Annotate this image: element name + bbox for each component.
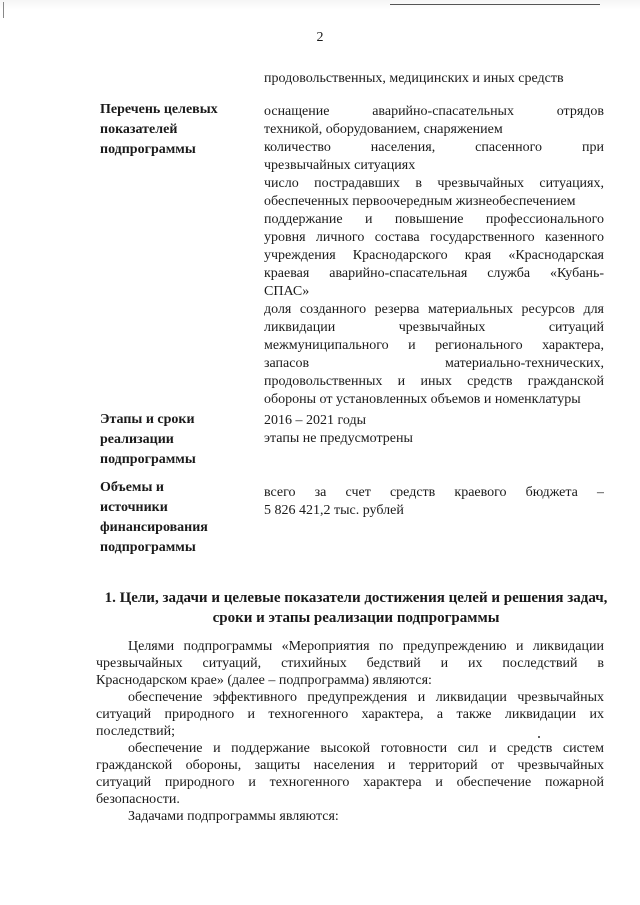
body-line: Целями подпрограммы «Мероприятия по предупреждению и ликвидации xyxy=(128,639,604,654)
scan-top-rule xyxy=(390,4,600,5)
targets-line: уровня личного состава государственного казенного xyxy=(264,230,604,245)
section-body xyxy=(96,638,604,825)
body-line: ситуаций природного и техногенного характера, а также ликвидации их xyxy=(96,707,604,722)
stages-line: этапы не предусмотрены xyxy=(264,431,413,446)
targets-label-line: показателей xyxy=(100,122,178,137)
body-line: обеспечение эффективного предупреждения и ликвидации чрезвычайных xyxy=(128,690,604,705)
stages-label-line: Этапы и сроки xyxy=(100,412,195,427)
funding-label xyxy=(100,478,250,558)
body-line: ситуаций природного и техногенного характера и обеспечение пожарной xyxy=(96,775,604,790)
body-line: Краснодарском крае» (далее – подпрограмма) являются: xyxy=(96,673,432,688)
targets-label-line: подпрограммы xyxy=(100,142,196,157)
scan-top-shading xyxy=(0,0,640,10)
section-heading-line: 1. Цели, задачи и целевые показатели достижения целей и решения задач, xyxy=(104,590,608,606)
stages-value xyxy=(264,412,604,448)
funding-value xyxy=(264,484,604,520)
targets-label-line: Перечень целевых xyxy=(100,102,218,117)
targets-line: поддержание и повышение профессионального xyxy=(264,212,604,227)
section-heading xyxy=(96,588,616,628)
stages-label-line: подпрограммы xyxy=(100,452,196,467)
section-heading-line: сроки и этапы реализации подпрограммы xyxy=(212,610,500,626)
targets-line: чрезвычайных ситуациях xyxy=(264,158,416,173)
stages-line: 2016 – 2021 годы xyxy=(264,413,367,428)
targets-line: количество населения, спасенного при xyxy=(264,140,604,155)
body-line: обеспечение и поддержание высокой готовности сил и средств систем xyxy=(128,741,604,756)
targets-line: техникой, оборудованием, снаряжением xyxy=(264,122,503,137)
targets-line: межмуниципального и регионального характера, xyxy=(264,338,604,353)
body-line: Задачами подпрограммы являются: xyxy=(128,809,339,824)
targets-line: обороны от установленных объемов и номенклатуры xyxy=(264,392,581,407)
body-line: гражданской обороны, защиты населения и территорий от чрезвычайных xyxy=(96,758,604,773)
funding-label-line: Объемы и xyxy=(100,480,164,495)
funding-label-line: источники xyxy=(100,500,168,515)
body-line: последствий; xyxy=(96,724,176,739)
targets-line: запасов материально-технических, xyxy=(264,356,604,371)
continuation-text xyxy=(264,70,624,88)
stages-label-line: реализации xyxy=(100,432,174,447)
scan-speck xyxy=(538,736,540,738)
targets-label xyxy=(100,100,250,160)
continuation-line: продовольственных, медицинских и иных средств xyxy=(264,71,564,86)
targets-line: оснащение аварийно-спасательных отрядов xyxy=(264,104,604,119)
funding-label-line: подпрограммы xyxy=(100,540,196,555)
targets-line: СПАС» xyxy=(264,284,310,299)
funding-line: 5 826 421,2 тыс. рублей xyxy=(264,503,404,518)
body-line: чрезвычайных ситуаций, стихийных бедствий и их последствий в xyxy=(96,656,604,671)
funding-line: всего за счет средств краевого бюджета – xyxy=(264,485,604,500)
scan-edge-mark xyxy=(3,2,4,18)
targets-line: продовольственных и иных средств гражданской xyxy=(264,374,604,389)
stages-label xyxy=(100,410,250,470)
targets-line: число пострадавших в чрезвычайных ситуациях, xyxy=(264,176,604,191)
body-line: безопасности. xyxy=(96,792,180,807)
targets-line: доля созданного резерва материальных ресурсов для xyxy=(264,302,604,317)
targets-line: краевая аварийно-спасательная служба «Кубань- xyxy=(264,266,604,281)
targets-line: обеспеченных первоочередным жизнеобеспечением xyxy=(264,194,576,209)
targets-line: ликвидации чрезвычайных ситуаций xyxy=(264,320,604,335)
funding-label-line: финансирования xyxy=(100,520,208,535)
targets-value xyxy=(264,103,604,409)
targets-line: учреждения Краснодарского края «Краснодарская xyxy=(264,248,604,263)
page-number: 2 xyxy=(316,30,324,45)
